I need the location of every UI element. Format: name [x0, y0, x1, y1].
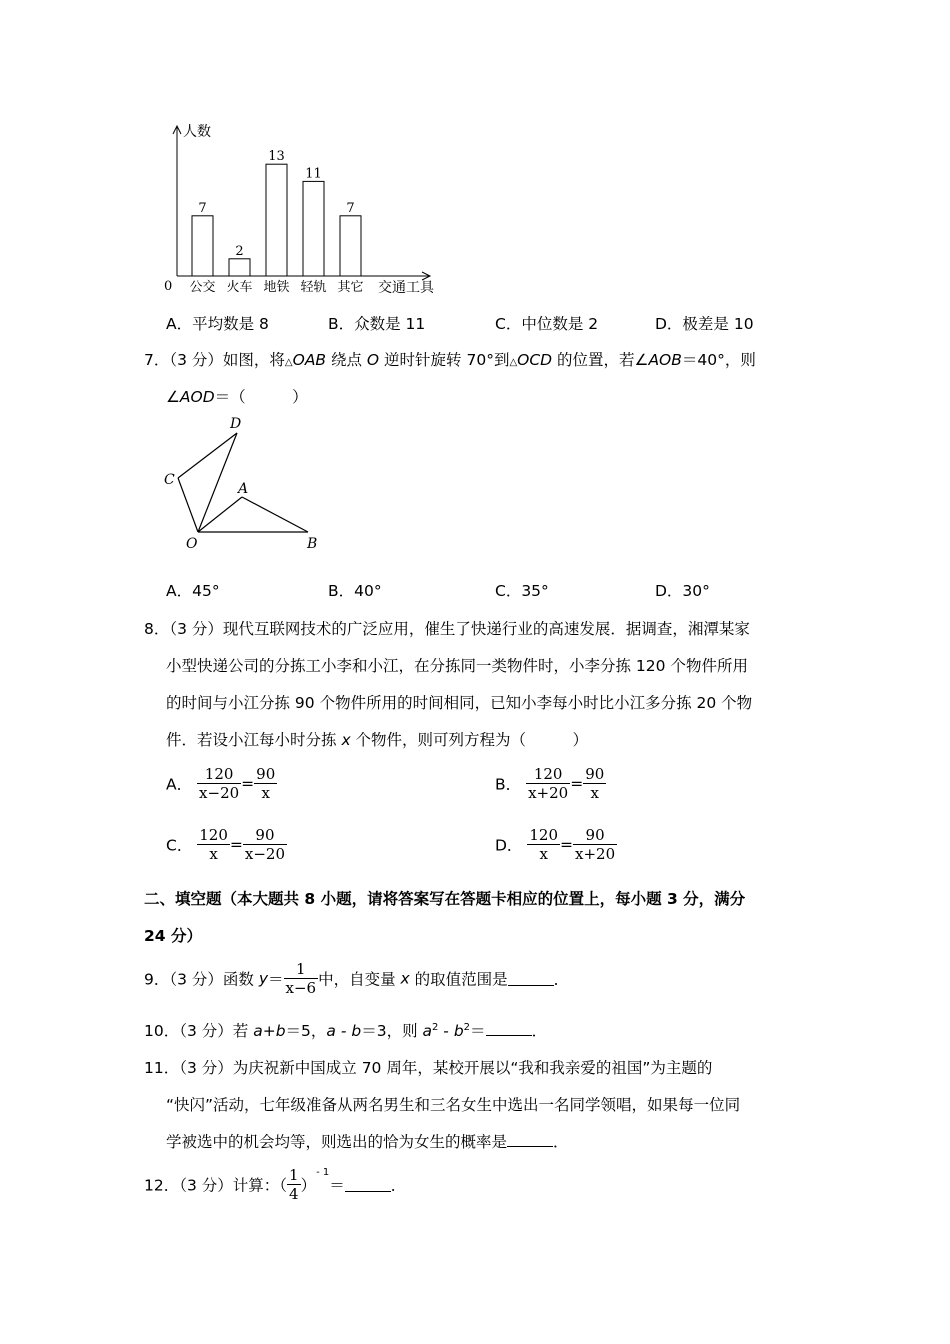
bar-3: [303, 181, 324, 276]
x-axis-label: 交通工具: [378, 280, 434, 296]
q11-line1: 11．（3 分）为庆祝新中国成立 70 周年，某校开展以“我和我亲爱的祖国”为主题的: [144, 1059, 713, 1077]
q9: 9．（3 分）函数 y＝ $\frac{1}{x-6}$ 中，自变量 x 的取值范围是 ．: [144, 960, 570, 997]
category-label: 公交: [189, 280, 216, 295]
bar-value-label: 7: [198, 200, 207, 216]
q8-line1: 8．（3 分）现代互联网技术的广泛应用，催生了快递行业的高速发展．据调查，湘潭某家: [144, 620, 750, 638]
segment-ab: [242, 497, 308, 532]
label-o: O: [186, 536, 198, 552]
bar-value-label: 7: [346, 200, 355, 216]
q10: 10．（3 分）若 a+b＝5，a - b＝3，则 $a^2 - b^2=$ ．: [144, 1021, 548, 1040]
q8-line4: 件．若设小江每小时分拣 x 个物件，则可列方程为（ ）: [166, 731, 589, 749]
bar-1: [229, 259, 250, 276]
section2-heading-line1: 二、填空题（本大题共 8 小题，请将答案写在答题卡相应的位置上，每小题 3 分，满分: [144, 890, 746, 908]
segment-oc: [178, 478, 198, 532]
category-label: 其它: [337, 280, 364, 295]
category-label: 火车: [226, 280, 253, 295]
q7-option-c: C．35°: [495, 582, 549, 600]
bar-4: [340, 216, 361, 276]
label-a: A: [238, 481, 249, 497]
q6-option-d: D．极差是 10: [655, 315, 754, 333]
q12: 12．（3 分）计算：（ $\frac{1}{4}$ ）$^{- 1}$＝ ．: [144, 1166, 407, 1203]
answer-blank[interactable]: [508, 971, 554, 986]
bar-value-label: 2: [235, 243, 244, 259]
q8-option-c: C． $\frac{120}{x}$ = $\frac{90}{x-20}$: [166, 826, 286, 863]
q7-line2: ∠AOD＝（ ）: [166, 388, 308, 406]
category-label: 地铁: [263, 280, 290, 295]
q8-line2: 小型快递公司的分拣工小李和小江，在分拣同一类物件时，小李分拣 120 个物件所用: [166, 657, 748, 675]
q8-option-d: D． $\frac{120}{x}$ = $\frac{90}{x+20}$: [495, 826, 616, 863]
label-d: D: [230, 416, 242, 432]
q8-line3: 的时间与小江分拣 90 个物件所用的时间相同，已知小李每小时比小江多分拣 20 个物: [166, 694, 753, 712]
bar-value-label: 11: [305, 166, 322, 182]
bar-chart: [150, 118, 450, 300]
origin-label: 0: [164, 279, 173, 294]
category-label: 轻轨: [300, 280, 327, 295]
q7-option-d: D．30°: [655, 582, 710, 600]
q6-option-c: C．中位数是 2: [495, 315, 599, 333]
q8-option-a: A． $\frac{120}{x-20}$ = $\frac{90}{x}$: [166, 765, 276, 802]
q7-line1: 7．（3 分）如图，将△OAB 绕点 O 逆时针旋转 70°到△OCD 的位置，若∠AOB＝40°，则: [144, 351, 756, 369]
q6-option-b: B．众数是 11: [328, 315, 426, 333]
answer-blank[interactable]: [345, 1177, 391, 1192]
q11-line3: 学被选中的机会均等，则选出的恰为女生的概率是 ．: [166, 1133, 569, 1151]
answer-blank[interactable]: [486, 1021, 532, 1036]
rotation-figure: [158, 410, 333, 555]
section2-heading-line2: 24 分）: [144, 927, 202, 945]
q6-option-a: A．平均数是 8: [166, 315, 269, 333]
bar-value-label: 13: [268, 149, 285, 165]
label-c: C: [164, 472, 175, 488]
bar-2: [266, 164, 287, 276]
q11-line2: “快闪”活动，七年级准备从两名男生和三名女生中选出一名同学领唱，如果每一位同: [166, 1096, 741, 1114]
q7-option-a: A．45°: [166, 582, 220, 600]
q7-option-b: B．40°: [328, 582, 382, 600]
label-b: B: [307, 536, 318, 552]
bar-0: [192, 216, 213, 276]
q8-option-b: B． $\frac{120}{x+20}$ = $\frac{90}{x}$: [495, 765, 605, 802]
answer-blank[interactable]: [507, 1132, 553, 1147]
y-axis-label: 人数: [183, 124, 211, 140]
